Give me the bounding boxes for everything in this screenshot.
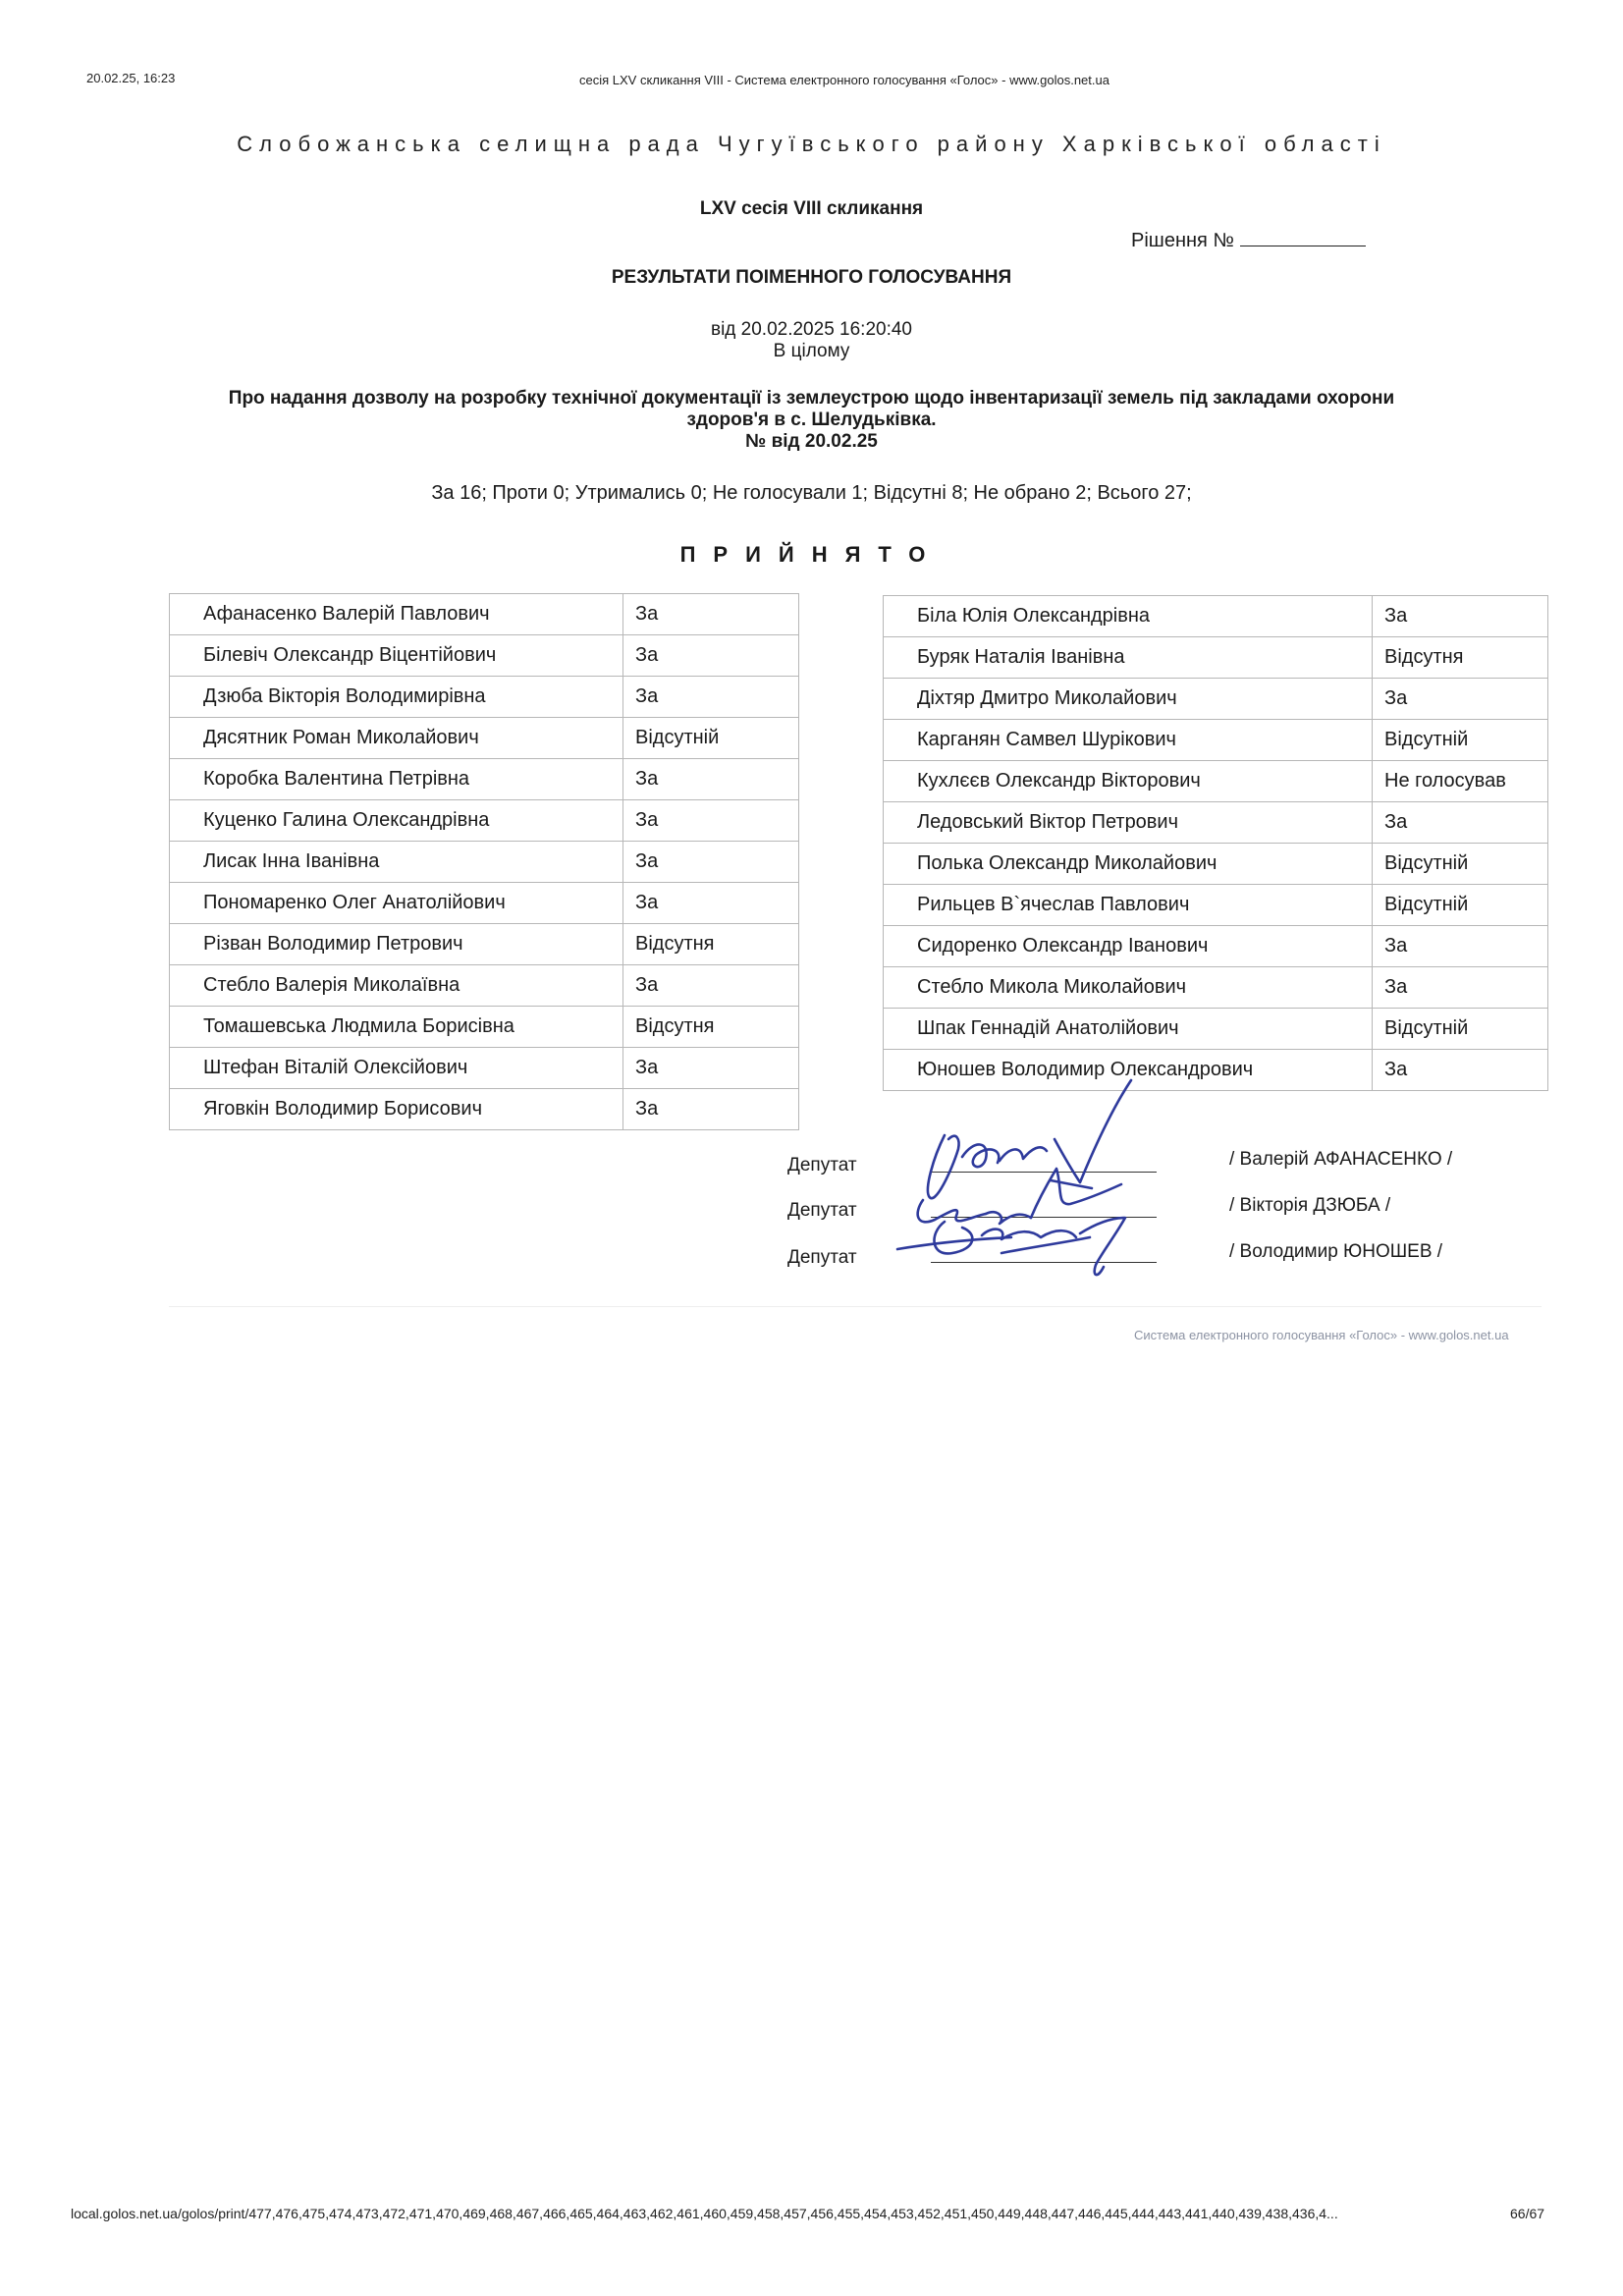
votes-table-left [169, 593, 799, 1130]
vote-status: Відсутня [623, 1007, 799, 1048]
table-row [170, 759, 799, 800]
vote-status: Відсутній [1373, 720, 1548, 761]
signature-name-2: / Вікторія ДЗЮБА / [1229, 1195, 1391, 1216]
vote-status: Відсутній [1373, 844, 1548, 885]
table-row [884, 761, 1548, 802]
decision-number [1131, 228, 1366, 252]
deputy-name: Буряк Наталія Іванівна [884, 637, 1373, 679]
deputy-name: Стебло Микола Миколайович [884, 967, 1373, 1009]
vote-status: Відсутня [1373, 637, 1548, 679]
deputy-name: Білевіч Олександр Віцентійович [170, 635, 623, 677]
vote-status: За [1373, 802, 1548, 844]
deputy-name: Пономаренко Олег Анатолійович [170, 883, 623, 924]
vote-status: За [623, 965, 799, 1007]
vote-status: За [1373, 679, 1548, 720]
vote-status: За [623, 594, 799, 635]
vote-status: Відсутній [1373, 1009, 1548, 1050]
vote-status: Відсутня [623, 924, 799, 965]
vote-status: Відсутній [1373, 885, 1548, 926]
deputy-name: Кухлєєв Олександр Вікторович [884, 761, 1373, 802]
decision-blank-line [1240, 228, 1366, 246]
table-row [884, 596, 1548, 637]
vote-status: За [1373, 967, 1548, 1009]
subject-block [167, 388, 1456, 453]
deputy-name: Різван Володимир Петрович [170, 924, 623, 965]
deputy-name: Штефан Віталій Олексійович [170, 1048, 623, 1089]
print-timestamp: 20.02.25, 16:23 [86, 71, 176, 85]
footer-system: Система електронного голосування «Голос» - www.golos.net.ua [1134, 1328, 1509, 1342]
vote-status: За [623, 1089, 799, 1130]
signature-role-2: Депутат [787, 1200, 857, 1221]
table-row [170, 883, 799, 924]
council-name: Слобожанська селищна рада Чугуївського району Харківської області [237, 132, 1386, 156]
deputy-name: Сидоренко Олександр Іванович [884, 926, 1373, 967]
subject-number: № від 20.02.25 [745, 431, 878, 452]
table-row [170, 594, 799, 635]
table-row [884, 1009, 1548, 1050]
deputy-name: Діхтяр Дмитро Миколайович [884, 679, 1373, 720]
table-row [170, 1048, 799, 1089]
deputy-name: Коробка Валентина Петрівна [170, 759, 623, 800]
subject-line-2: здоров'я в с. Шелудьківка. [686, 410, 937, 430]
vote-mode: В цілому [773, 341, 850, 361]
handwritten-signatures-icon [884, 1070, 1208, 1296]
vote-status: Відсутній [623, 718, 799, 759]
vote-date: від 20.02.2025 16:20:40 [710, 319, 912, 340]
subject-line-1: Про надання дозволу на розробку технічної документації із землеустрою щодо інвентаризації земель під закладами охорони [228, 388, 1395, 409]
vote-status: За [1373, 1050, 1548, 1091]
vote-status: Не голосував [1373, 761, 1548, 802]
print-footer-page: 66/67 [1510, 2206, 1545, 2221]
table-row [170, 965, 799, 1007]
vote-status: За [1373, 596, 1548, 637]
deputy-name: Біла Юлія Олександрівна [884, 596, 1373, 637]
vote-status: За [623, 1048, 799, 1089]
vote-status: За [623, 883, 799, 924]
deputy-name: Юношев Володимир Олександрович [884, 1050, 1373, 1091]
table-row [170, 842, 799, 883]
result-adopted: ПРИЙНЯТО [679, 542, 944, 567]
table-row [884, 967, 1548, 1009]
deputy-name: Дзюба Вікторія Володимирівна [170, 677, 623, 718]
table-row [884, 844, 1548, 885]
table-row [884, 926, 1548, 967]
vote-status: За [623, 635, 799, 677]
table-row [884, 679, 1548, 720]
table-row [884, 885, 1548, 926]
vote-status: За [1373, 926, 1548, 967]
deputy-name: Лисак Інна Іванівна [170, 842, 623, 883]
deputy-name: Яговкін Володимир Борисович [170, 1089, 623, 1130]
deputy-name: Томашевська Людмила Борисівна [170, 1007, 623, 1048]
vote-status: За [623, 677, 799, 718]
signature-name-3: / Володимир ЮНОШЕВ / [1229, 1241, 1443, 1262]
vote-counts: За 16; Проти 0; Утримались 0; Не голосували 1; Відсутні 8; Не обрано 2; Всього 27; [431, 482, 1192, 504]
table-row [170, 635, 799, 677]
vote-status: За [623, 759, 799, 800]
table-row [170, 924, 799, 965]
print-footer-url: local.golos.net.ua/golos/print/477,476,475,474,473,472,471,470,469,468,467,466,465,464,463,462,461,460,459,458,457,456,455,454,453,452,451,450,449,448,447,446,445,444,443,441,440,439,438,436,4... [71, 2206, 1338, 2221]
deputy-name: Шпак Геннадій Анатолійович [884, 1009, 1373, 1050]
deputy-name: Ледовський Віктор Петрович [884, 802, 1373, 844]
deputy-name: Рильцев В`ячеслав Павлович [884, 885, 1373, 926]
votes-table-right [883, 595, 1548, 1091]
table-row [884, 720, 1548, 761]
table-row [170, 1007, 799, 1048]
table-row [170, 677, 799, 718]
table-row [170, 718, 799, 759]
footer-divider [169, 1306, 1542, 1307]
signature-role-1: Депутат [787, 1155, 857, 1175]
session-title: LXV сесія VIII скликання [699, 198, 924, 219]
deputy-name: Стебло Валерія Миколаївна [170, 965, 623, 1007]
table-row [170, 1089, 799, 1130]
deputy-name: Афанасенко Валерій Павлович [170, 594, 623, 635]
table-row [884, 802, 1548, 844]
print-title: сесія LXV скликання VIII - Система електронного голосування «Голос» - www.golos.net.ua [579, 73, 1109, 87]
vote-status: За [623, 842, 799, 883]
deputy-name: Куценко Галина Олександрівна [170, 800, 623, 842]
decision-label: Рішення № [1131, 230, 1234, 251]
table-row [170, 800, 799, 842]
signature-role-3: Депутат [787, 1247, 857, 1268]
deputy-name: Дясятник Роман Миколайович [170, 718, 623, 759]
signature-name-1: / Валерій АФАНАСЕНКО / [1229, 1149, 1453, 1170]
deputy-name: Полька Олександр Миколайович [884, 844, 1373, 885]
deputy-name: Карганян Самвел Шурікович [884, 720, 1373, 761]
table-row [884, 637, 1548, 679]
report-title: РЕЗУЛЬТАТИ ПОІМЕННОГО ГОЛОСУВАННЯ [611, 267, 1012, 288]
vote-status: За [623, 800, 799, 842]
